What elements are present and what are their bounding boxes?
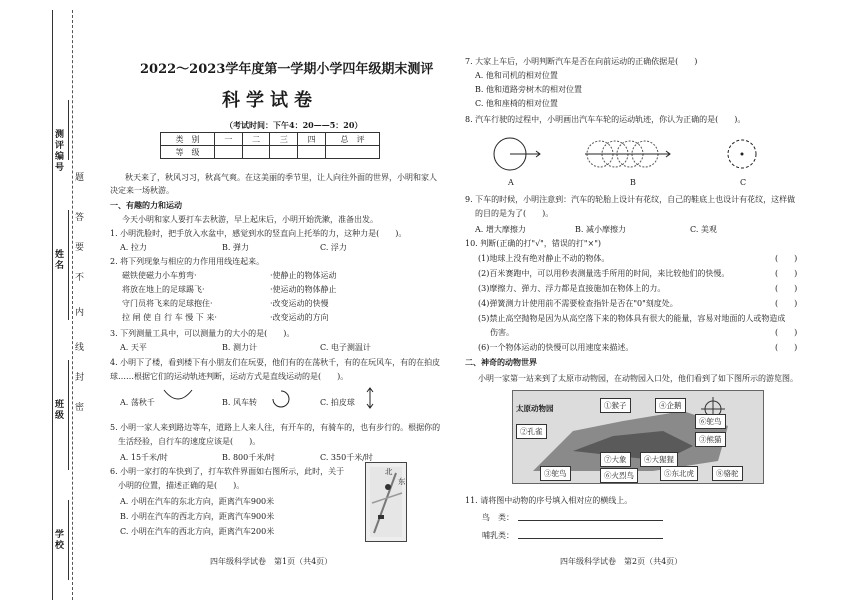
intro-line: 秋天来了，秋风习习，秋高气爽。在这美丽的季节里，让人向往外面的世界，小明和家人 [125, 173, 437, 182]
judge-blank[interactable]: ( ) [775, 328, 798, 337]
seal-char: 不 [75, 273, 85, 283]
seal-char: 要 [75, 243, 85, 253]
option-c[interactable]: C. 350千米/时 [320, 453, 373, 462]
animal-label[interactable]: ④大猩猩 [640, 452, 678, 467]
score-cell: 等 级 [161, 146, 215, 159]
seal-char: 答 [75, 213, 85, 223]
option-c[interactable]: C. 小明在汽车的西北方向，距离汽车200米 [120, 527, 275, 536]
name-blank[interactable] [68, 210, 69, 320]
question-text: 11. 请将图中动物的序号填入相对应的横线上。 [465, 496, 633, 505]
school-label: 学校 [55, 530, 65, 551]
score-cell: 二 [242, 133, 270, 146]
judge-item: (5)禁止高空抛物是因为从高空落下来的物体具有很大的能量，容易对地面的人或物造成 [478, 314, 786, 323]
school-blank[interactable] [68, 500, 69, 580]
question-text: 的目的是为了( )。 [475, 209, 554, 218]
zoo-logo: 太原动物园 [516, 404, 554, 413]
wheel-trajectory-options [480, 132, 780, 180]
match-right[interactable]: ·改变运动的快慢 [270, 299, 329, 308]
test-number-blank[interactable] [68, 100, 69, 160]
animal-label[interactable]: ③鸵鸟 [540, 466, 571, 481]
option-c[interactable]: C. 他和座椅的相对位置 [475, 99, 558, 108]
animal-label[interactable]: ⑤东北虎 [660, 466, 698, 481]
question-text: 球……根据它们的运动轨迹判断，运动方式是直线运动的是( )。 [110, 372, 349, 381]
judge-item: (3)摩擦力、弹力、浮力都是直接施加在物体上的力。 [478, 284, 666, 293]
exam-time: （考试时间：下午4：20——5：20） [225, 120, 363, 130]
test-number-label: 测评编号 [55, 130, 65, 173]
judge-blank[interactable]: ( ) [775, 284, 798, 293]
question-text: 2. 将下列现象与相应的力作用用线连起来。 [110, 257, 265, 266]
q8-label-a[interactable]: A [508, 178, 514, 187]
seal-char: 题 [75, 173, 85, 183]
score-cell: 四 [298, 133, 326, 146]
mammals-label: 哺乳类： [482, 531, 514, 540]
match-left[interactable]: 守门员将飞来的足球抱住· [122, 299, 213, 308]
section-lead: 今天小明和家人要打车去秋游，早上起床后，小明开始洗漱，准备出发。 [122, 215, 378, 224]
exam-subject: 科学试卷 [222, 90, 318, 111]
birds-answer-line[interactable] [518, 520, 663, 521]
judge-item: (4)弹簧测力计使用前不需要检查指针是否在"0"刻度处。 [478, 299, 678, 308]
judge-blank[interactable]: ( ) [775, 269, 798, 278]
option-b[interactable]: B. 弹力 [222, 243, 249, 252]
option-c[interactable]: C. 美观 [690, 225, 717, 234]
score-table [160, 132, 380, 159]
score-cell: 总 评 [326, 133, 380, 146]
animal-label[interactable]: ②孔雀 [516, 424, 547, 439]
ball-bounce-icon [365, 386, 375, 410]
score-input[interactable] [326, 146, 380, 159]
option-c[interactable]: C. 拍皮球 [320, 398, 355, 407]
map-east-label: 东 [398, 477, 406, 486]
question-text: 9. 下车的时候，小明注意到：汽车的轮胎上设计有花纹，自己的鞋底上也设计有花纹，这样做 [465, 195, 796, 204]
score-input[interactable] [298, 146, 326, 159]
match-right[interactable]: ·使运动的物体静止 [270, 285, 337, 294]
seal-char: 线 [75, 343, 85, 353]
option-a[interactable]: A. 荡秋千 [120, 398, 155, 407]
footer-right: 四年级科学试卷 第2页（共4页） [560, 557, 683, 566]
map-north-label: 北 [385, 467, 393, 476]
option-c[interactable]: C. 电子测温计 [320, 343, 371, 352]
question-text: 4. 小明下了楼，看到楼下有小朋友们在玩耍，他们有的在荡秋千，有的在玩风车，有的在拍皮 [110, 358, 441, 367]
question-text: 小明的位置，描述正确的是( )。 [118, 481, 245, 490]
option-a[interactable]: A. 增大摩擦力 [475, 225, 526, 234]
question-text: 6. 小明一家打的车快到了，打车软件界面如右图所示，此时，关于 [110, 467, 345, 476]
question-text: 8. 汽车行驶的过程中，小明画出汽车车轮的运动轨迹，你认为正确的是( )。 [465, 115, 746, 124]
judge-item: (1)地球上没有绝对静止不动的物体。 [478, 254, 610, 263]
judge-item: 伤害。 [490, 328, 514, 337]
option-b[interactable]: B. 800千米/时 [222, 453, 275, 462]
option-b[interactable]: B. 测力计 [222, 343, 257, 352]
score-cell: 一 [214, 133, 242, 146]
seal-char: 内 [75, 308, 85, 318]
section-heading: 一、有趣的力和运动 [110, 200, 182, 210]
animal-label[interactable]: ⑧骆驼 [712, 466, 743, 481]
question-text: 5. 小明一家人来到路边等车，道路上人来人往，有开车的，有骑车的，也有步行的。根据你的 [110, 423, 441, 432]
option-c[interactable]: C. 浮力 [320, 243, 347, 252]
score-input[interactable] [242, 146, 270, 159]
option-a[interactable]: A. 小明在汽车的东北方向，距离汽车900米 [120, 497, 275, 506]
judge-item: (2)百米赛跑中，可以用秒表测量选手所用的时间，来比较他们的快慢。 [478, 269, 730, 278]
class-label: 班级 [55, 400, 65, 421]
intro-line: 决定来一场秋游。 [110, 186, 174, 195]
windmill-circle-icon [270, 388, 292, 410]
animal-label[interactable]: ⑦大象 [600, 452, 631, 467]
question-text: 3. 下列测量工具中，可以测量力的大小的是( )。 [110, 329, 295, 338]
exam-title: 2022～2023学年度第一学期小学四年级期末测评 [140, 62, 434, 77]
section-heading: 二、神奇的动物世界 [465, 357, 537, 367]
birds-label: 鸟 类： [482, 513, 514, 522]
option-b[interactable]: B. 减小摩擦力 [575, 225, 626, 234]
animal-label[interactable]: ③熊猫 [695, 432, 726, 447]
option-b[interactable]: B. 风车转 [222, 398, 257, 407]
question-text: 10. 判断(正确的打"√"，错误的打"×") [465, 239, 602, 248]
judge-blank[interactable]: ( ) [775, 343, 798, 352]
option-b[interactable]: B. 他和道路旁树木的相对位置 [475, 85, 582, 94]
match-left[interactable]: 拉 闸 使 自 行 车 慢 下 来· [122, 313, 217, 322]
match-left[interactable]: 将放在地上的足球踢飞· [122, 285, 205, 294]
score-cell: 类 别 [161, 133, 215, 146]
q8-label-c[interactable]: C [740, 178, 747, 187]
match-left[interactable]: 磁铁使磁力小车剪弯· [122, 271, 197, 280]
question-text: 1. 小明洗脸时，把手放入水盆中，感觉到水的竖直向上托举的力，这种力是( )。 [110, 229, 407, 238]
binding-dash-line [72, 10, 73, 600]
class-blank[interactable] [68, 360, 69, 470]
animal-label[interactable]: ④企鹅 [655, 398, 686, 413]
q8-label-b[interactable]: B [630, 178, 636, 187]
animal-label[interactable]: ①猴子 [600, 398, 631, 413]
option-a[interactable]: A. 天平 [120, 343, 147, 352]
score-cell: 三 [270, 133, 298, 146]
section-lead: 小明一家第一站来到了太原市动物园，在动物园入口处，他们看到了如下图所示的游览图。 [478, 374, 798, 383]
judge-item: (6)一个物体运动的快慢可以用速度来描述。 [478, 343, 634, 352]
footer-left: 四年级科学试卷 第1页（共4页） [210, 557, 333, 566]
judge-blank[interactable]: ( ) [775, 254, 798, 263]
animal-label[interactable]: ⑥火烈鸟 [600, 468, 638, 483]
animal-label[interactable]: ⑥鸵鸟 [695, 414, 726, 429]
seal-char: 密 [75, 403, 85, 413]
mammals-answer-line[interactable] [518, 538, 663, 539]
swing-arc-icon [160, 386, 196, 406]
question-text: 7. 大家上车后，小明判断汽车是否在向前运动的正确依据是( ) [465, 57, 698, 66]
score-input[interactable] [270, 146, 298, 159]
binding-line-outer [52, 10, 53, 600]
seal-char: 封 [75, 373, 85, 383]
match-right[interactable]: ·改变运动的方向 [270, 313, 329, 322]
score-input[interactable] [214, 146, 242, 159]
judge-blank[interactable]: ( ) [775, 299, 798, 308]
option-a[interactable]: A. 拉力 [120, 243, 147, 252]
option-b[interactable]: B. 小明在汽车的西北方向，距离汽车900米 [120, 512, 275, 521]
question-text: 生活经验，自行车的速度应该是( )。 [118, 437, 261, 446]
name-label: 姓名 [55, 250, 65, 271]
option-a[interactable]: A. 他和司机的相对位置 [475, 71, 558, 80]
option-a[interactable]: A. 15千米/时 [120, 453, 168, 462]
match-right[interactable]: ·使静止的物体运动 [270, 271, 337, 280]
